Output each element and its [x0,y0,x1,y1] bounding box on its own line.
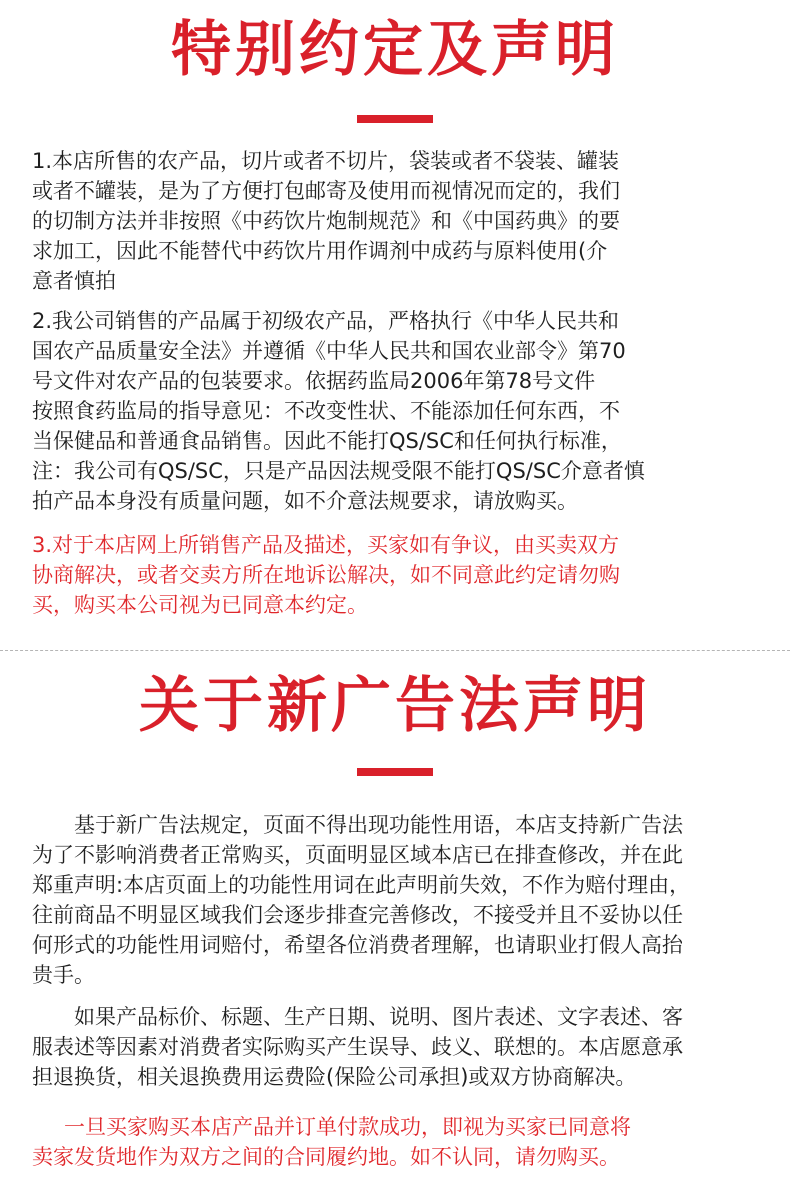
clause-1-line: 1.本店所售的农产品，切片或者不切片，袋装或者不袋装、罐装 [32,149,620,173]
title-underline [357,768,433,776]
page-title-special-agreement: 特别约定及声明 [171,15,619,85]
clause-3-line: 3.对于本店网上所销售产品及描述，买家如有争议，由买卖双方 [32,533,620,557]
ad-law-line: 担退换货，相关退换费用运费险(保险公司承担)或双方协商解决。 [32,1065,637,1089]
clause-1-line: 或者不罐装，是为了方便打包邮寄及使用而视情况而定的，我们 [32,179,620,203]
clause-2-line: 号文件对农产品的包装要求。依据药监局2006年第78号文件 [32,369,596,393]
clause-1-paragraph [32,146,620,296]
clause-2-line: 拍产品本身没有质量问题，如不介意法规要求，请放购买。 [32,489,578,513]
ad-law-line: 郑重声明:本店页面上的功能性用词在此声明前失效，不作为赔付理由， [32,873,691,897]
clause-2-line: 国农产品质量安全法》并遵循《中华人民共和国农业部令》第70 [32,339,626,363]
ad-law-line: 贵手。 [32,963,95,987]
section-divider [0,650,790,651]
clause-2-line: 注：我公司有QS/SC，只是产品因法规受限不能打QS/SC介意者慎 [32,459,645,483]
ad-law-line: 服表述等因素对消费者实际购买产生误导、歧义、联想的。本店愿意承 [32,1035,683,1059]
clause-2-line: 当保健品和普通食品销售。因此不能打QS/SC和任何执行标准， [32,429,622,453]
ad-law-line: 基于新广告法规定，页面不得出现功能性用语，本店支持新广告法 [74,813,683,837]
ad-law-line: 如果产品标价、标题、生产日期、说明、图片表述、文字表述、客 [74,1005,683,1029]
clause-2-paragraph [32,306,645,516]
clause-1-line: 意者慎拍 [32,269,116,293]
clause-1-line: 的切制方法并非按照《中药饮片炮制规范》和《中国药典》的要 [32,209,620,233]
clause-2-line: 按照食药监局的指导意见：不改变性状、不能添加任何东西，不 [32,399,620,423]
clause-3-paragraph [32,530,620,620]
ad-law-line: 卖家发货地作为双方之间的合同履约地。如不认同，请勿购买。 [32,1145,620,1169]
clause-1-line: 求加工，因此不能替代中药饮片用作调剂中成药与原料使用(介 [32,239,608,263]
ad-law-paragraph-2 [32,1002,683,1092]
ad-law-paragraph-1 [32,810,690,990]
ad-law-line: 往前商品不明显区域我们会逐步排查完善修改，不接受并且不妥协以任 [32,903,683,927]
clause-2-line: 2.我公司销售的产品属于初级农产品，严格执行《中华人民共和 [32,309,620,333]
clause-3-line: 买，购买本公司视为已同意本约定。 [32,593,368,617]
clause-3-line: 协商解决，或者交卖方所在地诉讼解决，如不同意此约定请勿购 [32,563,620,587]
title-underline [357,115,433,123]
ad-law-line: 为了不影响消费者正常购买，页面明显区域本店已在排查修改，并在此 [32,843,683,867]
ad-law-paragraph-3 [32,1112,631,1172]
page-title-ad-law: 关于新广告法声明 [139,671,651,741]
ad-law-line: 一旦买家购买本店产品并订单付款成功，即视为买家已同意将 [64,1115,631,1139]
ad-law-line: 何形式的功能性用词赔付，希望各位消费者理解，也请职业打假人高抬 [32,933,683,957]
